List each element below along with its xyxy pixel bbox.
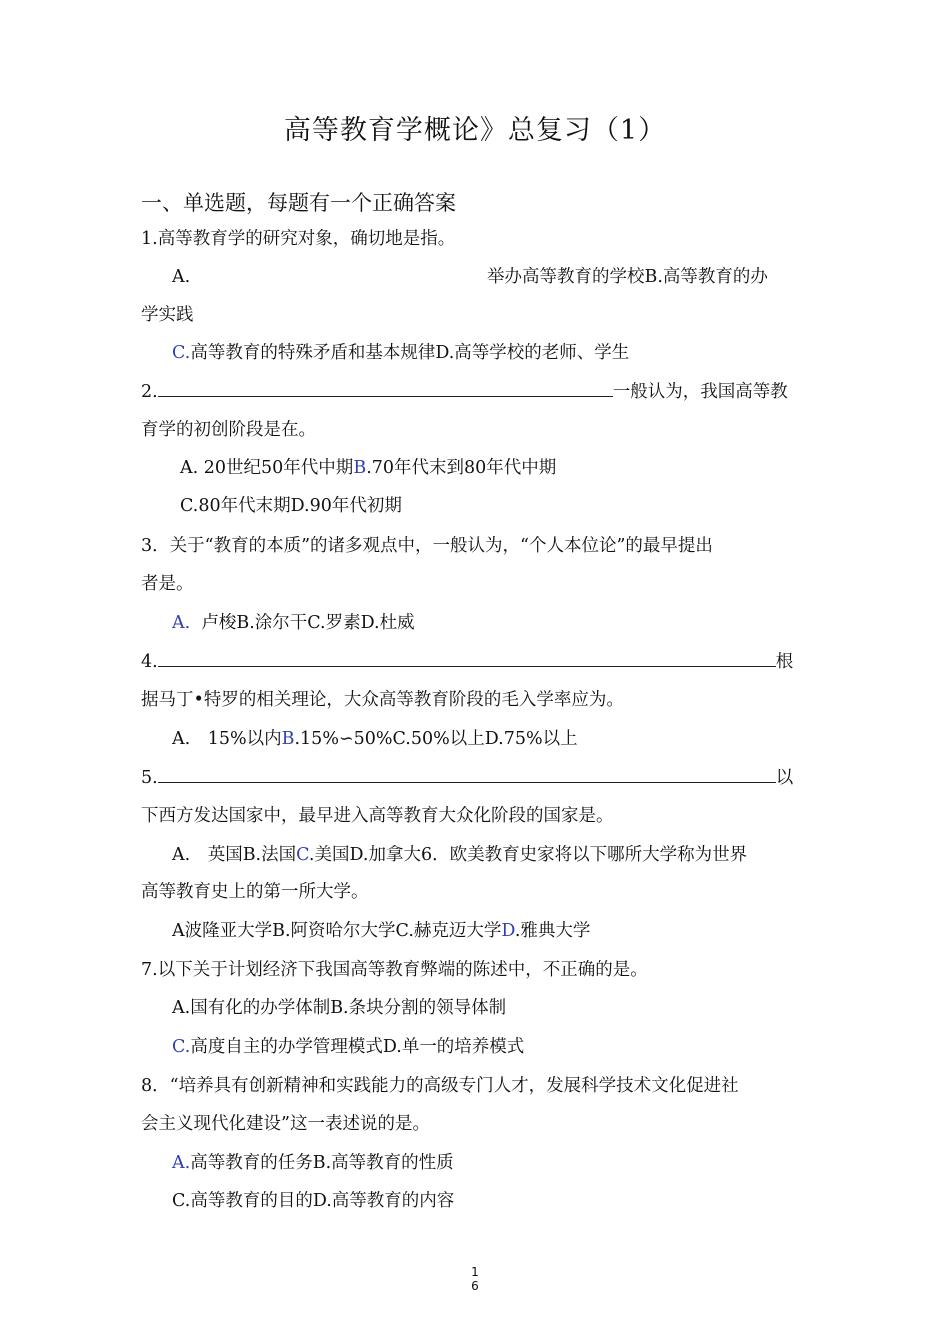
q7-options-ab: A.国有化的办学体制B.条块分割的领导体制 <box>172 998 507 1018</box>
q5-number: 5. <box>141 768 158 788</box>
q2-stem <box>141 380 788 404</box>
q2-answer-letter: B <box>353 458 367 478</box>
q6-options <box>172 919 590 943</box>
q5-answer-letter: C <box>296 845 309 865</box>
q1-answer-letter: C. <box>172 343 191 363</box>
q2-blank-line <box>158 382 613 397</box>
q8-answer-letter: A. <box>172 1153 191 1173</box>
q1-stem: 1.高等教育学的研究对象，确切地是指。 <box>141 229 456 249</box>
q1-options-cd <box>172 341 629 365</box>
document-title: 高等教育学概论》总复习（1） <box>283 115 667 146</box>
q6-answer-letter: D <box>501 921 515 941</box>
q4-stem-text: 根 <box>775 652 794 672</box>
q3-options <box>172 611 415 635</box>
q4-stem <box>141 650 793 674</box>
q5-wrap: 下西方发达国家中，最早进入高等教育大众化阶段的国家是。 <box>141 806 614 826</box>
q6-wrap: 高等教育史上的第一所大学。 <box>141 882 369 902</box>
q4-option-a: A. 15%以内 <box>172 729 282 749</box>
page-number-total: 6 <box>471 1279 479 1293</box>
q6-options-text: .雅典大学 <box>514 921 591 941</box>
section-heading: 一、单选题，每题有一个正确答案 <box>141 191 456 215</box>
q6-options-head: A波隆亚大学B.阿资哈尔大学C.赫克迈大学 <box>172 921 502 941</box>
q5-stem <box>141 766 793 790</box>
q3-wrap: 者是。 <box>141 574 194 594</box>
q2-option-a: A. 20世纪50年代中期 <box>180 458 354 478</box>
q5-options-text: .美国D.加拿大6．欧美教育史家将以下哪所大学称为世界 <box>308 845 748 865</box>
q4-options-text: .15%∽50%C.50%以上D.75%以上 <box>294 729 578 749</box>
q2-number: 2. <box>141 382 158 402</box>
q2-stem-text: 一般认为，我国高等教 <box>612 382 788 402</box>
q3-options-text: 卢梭B.涂尔干C.罗素D.杜威 <box>201 613 415 633</box>
q5-options <box>172 843 747 867</box>
q8-options-ab <box>172 1151 454 1175</box>
q7-options-cd-text: 高度自主的办学管理模式D.单一的培养模式 <box>190 1037 525 1057</box>
q4-number: 4. <box>141 652 158 672</box>
q4-wrap: 据马丁•特罗的相关理论，大众高等教育阶段的毛入学率应为。 <box>141 690 624 710</box>
q1-options-ab: 举办高等教育的学校B.高等教育的办 <box>487 267 768 287</box>
q5-blank-line <box>158 768 776 783</box>
q4-options <box>172 727 578 751</box>
q4-answer-letter: B <box>281 729 295 749</box>
q8-wrap: 会主义现代化建设”这一表述说的是。 <box>141 1114 430 1134</box>
q1-option-a-label: A. <box>172 267 191 287</box>
q8-stem: 8．“培养具有创新精神和实践能力的高级专门人才，发展科学技术文化促进社 <box>141 1076 739 1096</box>
q2-option-b: .70年代末到80年代中期 <box>366 458 557 478</box>
page-number-current: 1 <box>471 1265 479 1279</box>
q7-options-cd <box>172 1035 524 1059</box>
q1-options-cd-text: 高等教育的特殊矛盾和基本规律D.高等学校的老师、学生 <box>190 343 630 363</box>
q4-blank-line <box>158 652 776 667</box>
q7-stem: 7.以下关于计划经济下我国高等教育弊端的陈述中，不正确的是。 <box>141 960 648 980</box>
q5-options-head: A. 英国B.法国 <box>172 845 297 865</box>
q8-options-ab-text: 高等教育的任务B.高等教育的性质 <box>190 1153 454 1173</box>
q2-options-cd: C.80年代末期D.90年代初期 <box>180 496 402 516</box>
q3-answer-letter: A. <box>172 613 191 633</box>
q7-answer-letter: C. <box>172 1037 191 1057</box>
q8-options-cd: C.高等教育的目的D.高等教育的内容 <box>172 1191 455 1211</box>
q2-wrap: 育学的初创阶段是在。 <box>141 420 316 440</box>
q1-wrap: 学实践 <box>141 305 194 325</box>
q5-stem-text: 以 <box>775 768 794 788</box>
q3-stem: 3．关于“教育的本质”的诸多观点中，一般认为，“个人本位论”的最早提出 <box>141 536 713 556</box>
q2-options-ab <box>180 456 556 480</box>
